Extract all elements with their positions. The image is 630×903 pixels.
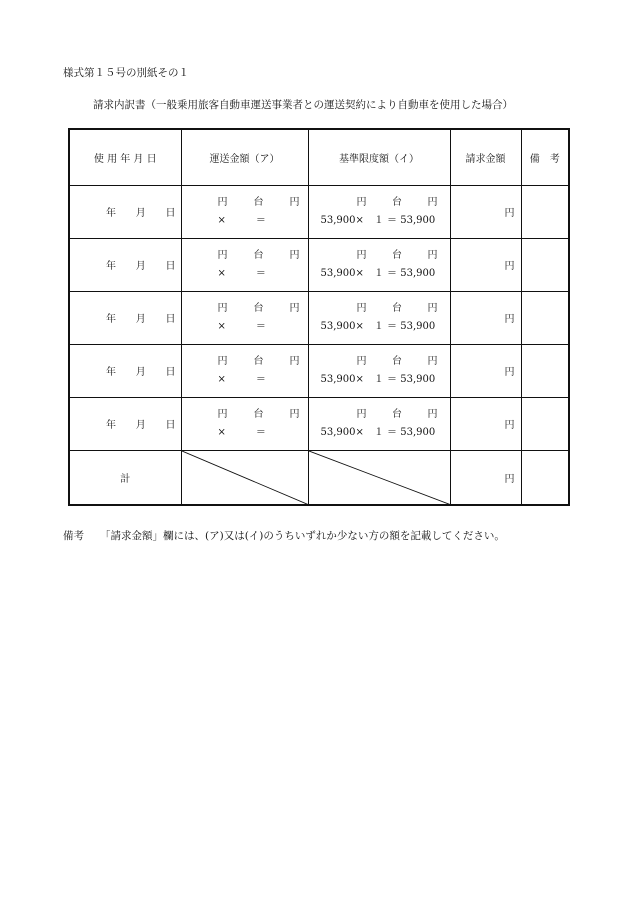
equals-sign: ＝ <box>255 426 266 438</box>
document-title: 請求内訳書（一般乗用旅客自動車運送事業者との運送契約により自動車を使用した場合） <box>93 99 513 111</box>
claim-cell[interactable] <box>450 238 521 291</box>
fare-total-yen-unit: 円 <box>289 196 300 208</box>
limit-total-yen-unit: 円 <box>427 196 438 208</box>
limit-cell <box>308 185 450 238</box>
fare-cell[interactable] <box>181 397 308 450</box>
year-unit: 年 <box>106 208 116 219</box>
total-row <box>69 450 569 505</box>
day-unit: 日 <box>165 420 176 431</box>
header-claim: 請求金額 <box>450 129 521 185</box>
limit-total-yen-unit: 円 <box>427 249 438 261</box>
year-unit: 年 <box>106 261 116 272</box>
note-label: 備考 <box>63 530 84 542</box>
diagonal-line <box>182 451 308 505</box>
header-row <box>69 129 569 185</box>
fare-yen-unit: 円 <box>217 408 228 420</box>
claim-unit: 円 <box>504 261 515 272</box>
month-unit: 月 <box>135 420 146 431</box>
total-limit-crossed-cell <box>308 450 450 505</box>
claim-breakdown-table <box>68 128 570 506</box>
fare-vehicle-unit: 台 <box>253 355 264 367</box>
claim-cell[interactable] <box>450 397 521 450</box>
fare-total-yen-unit: 円 <box>289 408 300 420</box>
date-cell[interactable] <box>69 397 181 450</box>
date-cell[interactable] <box>69 291 181 344</box>
limit-formula: 53,900× １ ＝ 53,900 <box>320 373 436 385</box>
day-unit: 日 <box>165 261 176 272</box>
table-row <box>69 397 569 450</box>
limit-yen-unit: 円 <box>356 196 367 208</box>
year-unit: 年 <box>106 420 116 431</box>
limit-formula: 53,900× １ ＝ 53,900 <box>320 267 436 279</box>
times-sign: × <box>217 373 226 385</box>
table-row <box>69 344 569 397</box>
claim-unit: 円 <box>504 420 515 431</box>
header-date: 使 用 年 月 日 <box>69 129 181 185</box>
fare-yen-unit: 円 <box>217 355 228 367</box>
total-label: 計 <box>69 450 181 505</box>
limit-vehicle-unit: 台 <box>392 196 402 208</box>
fare-total-yen-unit: 円 <box>289 355 300 367</box>
claim-cell[interactable] <box>450 291 521 344</box>
fare-total-yen-unit: 円 <box>289 249 300 261</box>
limit-cell <box>308 344 450 397</box>
fare-cell[interactable] <box>181 185 308 238</box>
limit-cell <box>308 238 450 291</box>
note-text: 「請求金額」欄には、(ア)又は(イ)のうちいずれか少ない方の額を記載してください。 <box>100 530 505 542</box>
limit-formula: 53,900× １ ＝ 53,900 <box>320 320 436 332</box>
fare-cell[interactable] <box>181 344 308 397</box>
equals-sign: ＝ <box>255 320 266 332</box>
limit-vehicle-unit: 台 <box>392 302 402 314</box>
equals-sign: ＝ <box>255 214 266 226</box>
month-unit: 月 <box>135 261 146 272</box>
year-unit: 年 <box>106 314 116 325</box>
diagonal-line <box>309 451 450 505</box>
table-row <box>69 291 569 344</box>
total-fare-crossed-cell <box>181 450 308 505</box>
claim-cell[interactable] <box>450 185 521 238</box>
table-row <box>69 238 569 291</box>
limit-yen-unit: 円 <box>356 249 367 261</box>
year-unit: 年 <box>106 367 116 378</box>
remarks-cell[interactable] <box>521 291 569 344</box>
limit-yen-unit: 円 <box>356 408 367 420</box>
limit-vehicle-unit: 台 <box>392 355 402 367</box>
fare-yen-unit: 円 <box>217 196 228 208</box>
table-row <box>69 185 569 238</box>
limit-cell <box>308 291 450 344</box>
header-remarks: 備 考 <box>521 129 569 185</box>
times-sign: × <box>217 320 226 332</box>
equals-sign: ＝ <box>255 373 266 385</box>
limit-total-yen-unit: 円 <box>427 302 438 314</box>
total-claim-cell <box>450 450 521 505</box>
times-sign: × <box>217 426 226 438</box>
remarks-cell[interactable] <box>521 238 569 291</box>
fare-yen-unit: 円 <box>217 249 228 261</box>
limit-cell <box>308 397 450 450</box>
month-unit: 月 <box>135 208 146 219</box>
equals-sign: ＝ <box>255 267 266 279</box>
times-sign: × <box>217 267 226 279</box>
month-unit: 月 <box>135 367 146 378</box>
fare-vehicle-unit: 台 <box>253 408 264 420</box>
month-unit: 月 <box>135 314 146 325</box>
limit-formula: 53,900× １ ＝ 53,900 <box>320 426 436 438</box>
total-remarks-cell <box>521 450 569 505</box>
remarks-cell[interactable] <box>521 344 569 397</box>
day-unit: 日 <box>165 314 176 325</box>
claim-unit: 円 <box>504 367 515 378</box>
fare-vehicle-unit: 台 <box>253 196 264 208</box>
date-cell[interactable] <box>69 238 181 291</box>
limit-yen-unit: 円 <box>356 302 367 314</box>
header-limit: 基準限度額（イ） <box>308 129 450 185</box>
total-claim-unit: 円 <box>504 473 515 485</box>
day-unit: 日 <box>165 367 176 378</box>
form-number: 様式第１５号の別紙その１ <box>63 67 189 79</box>
claim-cell[interactable] <box>450 344 521 397</box>
limit-vehicle-unit: 台 <box>392 408 402 420</box>
limit-formula: 53,900× １ ＝ 53,900 <box>320 214 436 226</box>
fare-cell[interactable] <box>181 238 308 291</box>
limit-total-yen-unit: 円 <box>427 408 438 420</box>
limit-total-yen-unit: 円 <box>427 355 438 367</box>
date-cell[interactable] <box>69 185 181 238</box>
date-cell[interactable] <box>69 344 181 397</box>
limit-vehicle-unit: 台 <box>392 249 402 261</box>
day-unit: 日 <box>165 208 176 219</box>
claim-unit: 円 <box>504 314 515 325</box>
fare-cell[interactable] <box>181 291 308 344</box>
remarks-cell[interactable] <box>521 397 569 450</box>
fare-total-yen-unit: 円 <box>289 302 300 314</box>
claim-unit: 円 <box>504 208 515 219</box>
note <box>63 528 505 543</box>
table-body <box>69 185 569 450</box>
fare-vehicle-unit: 台 <box>253 302 264 314</box>
fare-yen-unit: 円 <box>217 302 228 314</box>
remarks-cell[interactable] <box>521 185 569 238</box>
fare-vehicle-unit: 台 <box>253 249 264 261</box>
times-sign: × <box>217 214 226 226</box>
header-fare: 運送金額（ア） <box>181 129 308 185</box>
limit-yen-unit: 円 <box>356 355 367 367</box>
